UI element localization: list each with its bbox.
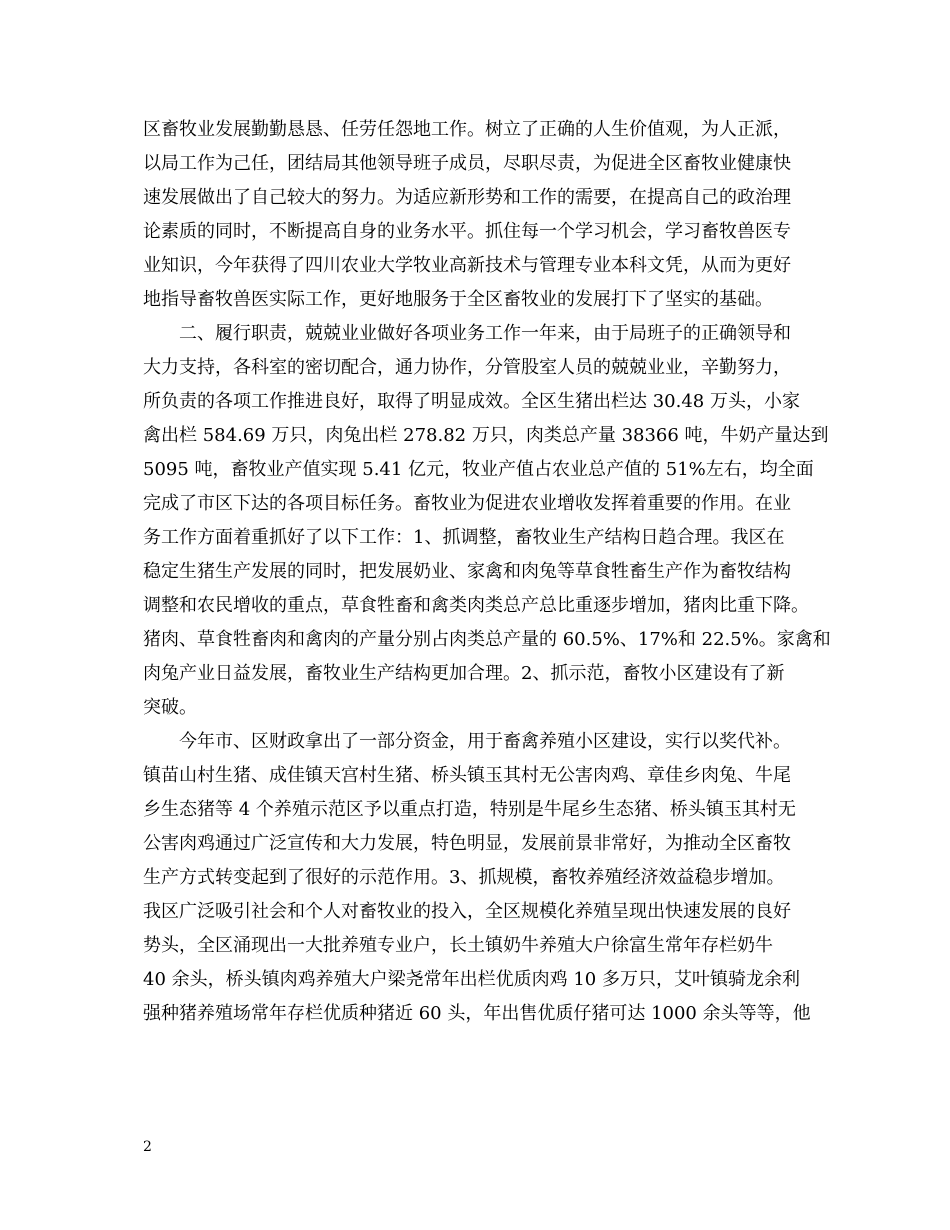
text-line: 生产方式转变起到了很好的示范作用。3、抓规模，畜牧养殖经济效益稳步增加。 bbox=[143, 867, 785, 888]
text-line: 猪肉、草食牲畜肉和禽肉的产量分别占肉类总产量的 60.5%、17%和 22.5%。家禽和 bbox=[143, 629, 831, 650]
text-line: 以局工作为己任，团结局其他领导班子成员，尽职尽责，为促进全区畜牧业健康快 bbox=[143, 153, 791, 174]
text-line: 5095 吨，畜牧业产值实现 5.41 亿元，牧业产值占农业总产值的 51%左右，均全面 bbox=[143, 459, 814, 480]
text-line: 所负责的各项工作推进良好，取得了明显成效。全区生猪出栏达 30.48 万头，小家 bbox=[143, 391, 800, 412]
text-line: 大力支持，各科室的密切配合，通力协作，分管股室人员的兢兢业业，辛勤努力， bbox=[143, 357, 791, 378]
text-line: 今年市、区财政拿出了一部分资金，用于畜禽养殖小区建设，实行以奖代补。 bbox=[143, 731, 791, 752]
text-line: 完成了市区下达的各项目标任务。畜牧业为促进农业增收发挥着重要的作用。在业 bbox=[143, 493, 791, 514]
text-line: 强种猪养殖场常年存栏优质种猪近 60 头，年出售优质仔猪可达 1000 余头等等，他 bbox=[143, 1003, 811, 1024]
page-number: 2 bbox=[143, 1139, 152, 1155]
text-line: 镇苗山村生猪、成佳镇天宫村生猪、桥头镇玉其村无公害肉鸡、章佳乡肉兔、牛尾 bbox=[143, 765, 791, 786]
text-line: 速发展做出了自己较大的努力。为适应新形势和工作的需要，在提高自己的政治理 bbox=[143, 187, 791, 208]
text-line: 我区广泛吸引社会和个人对畜牧业的投入，全区规模化养殖呈现出快速发展的良好 bbox=[143, 901, 791, 922]
text-line: 区畜牧业发展勤勤恳恳、任劳任怨地工作。树立了正确的人生价值观，为人正派， bbox=[143, 119, 791, 140]
text-line: 肉兔产业日益发展，畜牧业生产结构更加合理。2、抓示范，畜牧小区建设有了新 bbox=[143, 663, 785, 684]
text-line: 乡生态猪等 4 个养殖示范区予以重点打造，特别是牛尾乡生态猪、桥头镇玉其村无 bbox=[143, 799, 796, 820]
text-line: 业知识，今年获得了四川农业大学牧业高新技术与管理专业本科文凭，从而为更好 bbox=[143, 255, 791, 276]
text-line: 地指导畜牧兽医实际工作，更好地服务于全区畜牧业的发展打下了坚实的基础。 bbox=[143, 289, 773, 310]
text-line: 禽出栏 584.69 万只，肉兔出栏 278.82 万只，肉类总产量 38366 吨，牛奶产量达到 bbox=[143, 425, 829, 446]
text-line: 务工作方面着重抓好了以下工作：1、抓调整，畜牧业生产结构日趋合理。我区在 bbox=[143, 527, 785, 548]
text-line: 调整和农民增收的重点，草食牲畜和禽类肉类总产总比重逐步增加，猪肉比重下降。 bbox=[143, 595, 809, 616]
text-line: 论素质的同时，不断提高自身的业务水平。抓住每一个学习机会，学习畜牧兽医专 bbox=[143, 221, 791, 242]
text-line: 势头，全区涌现出一大批养殖专业户，长土镇奶牛养殖大户徐富生常年存栏奶牛 bbox=[143, 935, 773, 956]
text-line: 公害肉鸡通过广泛宣传和大力发展，特色明显，发展前景非常好，为推动全区畜牧 bbox=[143, 833, 791, 854]
text-line: 突破。 bbox=[143, 697, 197, 718]
text-line: 稳定生猪生产发展的同时，把发展奶业、家禽和肉兔等草食牲畜生产作为畜牧结构 bbox=[143, 561, 791, 582]
text-line: 40 余头，桥头镇肉鸡养殖大户梁尧常年出栏优质肉鸡 10 多万只，艾叶镇骑龙余利 bbox=[143, 969, 800, 990]
text-line: 二、履行职责，兢兢业业做好各项业务工作一年来，由于局班子的正确领导和 bbox=[143, 323, 791, 344]
